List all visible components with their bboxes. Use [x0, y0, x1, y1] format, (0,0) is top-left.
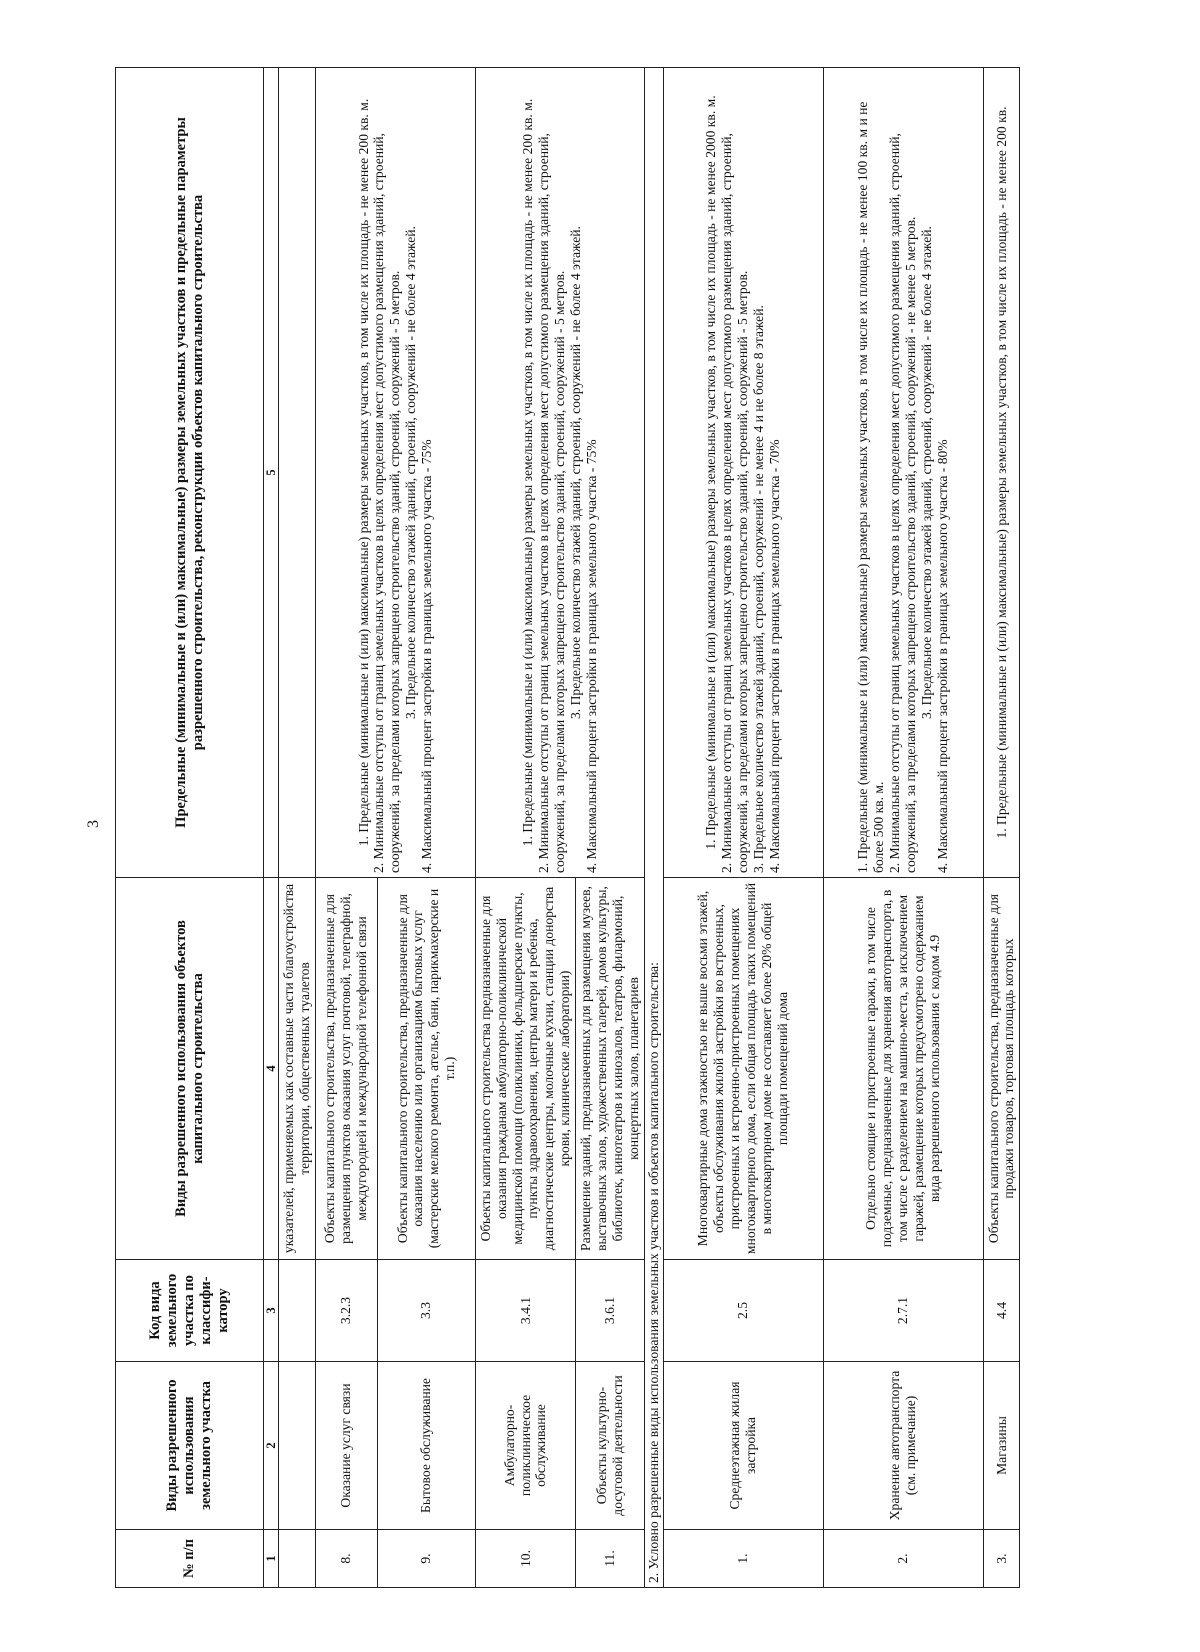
classifier-code: 3.3 — [377, 1260, 475, 1362]
land-use-name: Бытовое обслуживание — [377, 1362, 475, 1530]
param-line: 1. Предельные (минимальные и (или) максимальные) размеры земельных участков, в том числе их площадь - не менее 200 кв. м. — [355, 98, 371, 847]
land-use-name: Амбулаторно-поликлиническое обслуживание — [475, 1362, 575, 1530]
row-number: 9. — [377, 1530, 475, 1588]
params-cell — [663, 68, 823, 878]
classifier-code: 2.5 — [663, 1260, 823, 1362]
classifier-code: 3.6.1 — [576, 1260, 645, 1362]
param-line: 4. Максимальный процент застройки в границах земельного участка - 75% — [583, 439, 599, 873]
param-line: 4. Максимальный процент застройки в границах земельного участка - 70% — [766, 439, 782, 873]
param-line: 2. Минимальные отступы от границ земельных участков в целях определения мест допустимого размещения зданий, строений, сооружений, за пределами которых запрещено строительство зданий, строений, сооружений - 5 метров. — [371, 133, 403, 873]
column-number: 3 — [264, 1260, 279, 1362]
param-line: 2. Минимальные отступы от границ земельных участков в целях определения мест допустимого размещения зданий, строений, сооружений, за пределами которых запрещено строительство зданий, строений, сооружений - 5 метров. — [719, 133, 751, 873]
section-header-row — [644, 68, 663, 1588]
param-line: 1. Предельные (минимальные и (или) максимальные) размеры земельных участков, в том числе их площадь - не менее 200 кв. м. — [520, 98, 535, 847]
params-cell — [475, 68, 644, 878]
objects-cell: Многоквартирные дома этажностью не выше восьми этажей, объекты обслуживания жилой застройки во встроенных, пристроенных и встроенно-пристроенных помещениях многоквартирного дома, если общая площадь таких помещений в многоквартирном доме не составляет более 20% общей площади помещений дома — [663, 878, 823, 1260]
param-line: 1. Предельные (минимальные и (или) максимальные) размеры земельных участков, в том числе их площадь - не менее 2000 кв. м. — [703, 95, 719, 850]
param-line: 1. Предельные (минимальные и (или) максимальные) размеры земельных участков, в том числе их площадь - не менее 100 кв. м и не более 500 кв. м. — [855, 101, 887, 873]
header-construction-use-type: Виды разрешенного использования объектов капитального строительства — [116, 878, 264, 1260]
param-line: 1. Предельные (минимальные и (или) максимальные) размеры земельных участков, в том числе их площадь - не менее 200 кв. — [993, 106, 1009, 839]
objects-cell: Объекты капитального строительства, предназначенные для размещения пунктов оказания услуг почтовой, телеграфной, междугородней и международной телефонной связи — [315, 878, 377, 1260]
table-row — [475, 68, 575, 1588]
table-row — [663, 68, 823, 1588]
objects-cell: Отдельно стоящие и пристроенные гаражи, в том числе подземные, предназначенные для хранения автотранспорта, в том числе с разделением на машино-места, за исключением гаражей, размещение которых предусмотрено содержанием вида разрешенного использования с кодом 4.9 — [823, 878, 983, 1260]
param-line: 4. Максимальный процент застройки в границах земельного участка - 80% — [934, 439, 950, 873]
classifier-code: 3.2.3 — [315, 1260, 377, 1362]
param-line: 3. Предельное количество этажей зданий, строений, сооружений - не более 4 этажей. — [567, 226, 583, 719]
table-row — [983, 68, 1020, 1588]
land-use-name: Магазины — [983, 1362, 1020, 1530]
land-use-name: Хранение автотранспорта (см. примечание) — [823, 1362, 983, 1530]
row-number: 3. — [983, 1530, 1020, 1588]
column-number: 1 — [264, 1530, 279, 1588]
land-use-table — [115, 67, 1020, 1588]
objects-cell: Объекты капитального строительства предназначенные для оказания гражданам амбулаторно-поликлинической медицинской помощи (поликлиники, фельдшерские пункты, пункты здравоохранения, центры матери и ребенка, диагностические центры, молочные кухни, станции донорства крови, клинические лаборатории) — [475, 878, 575, 1260]
param-line: 3. Предельное количество этажей зданий, строений, сооружений - не более 4 этажей. — [403, 226, 419, 719]
rotated-document-table — [115, 68, 1065, 1588]
params-cell — [823, 68, 983, 878]
objects-cell: Объекты капитального строительства, предназначенные для оказания населению или организациям бытовых услуг (мастерские мелкого ремонта, ателье, бани, парикмахерские и т.п.) — [377, 878, 475, 1260]
objects-cell: Объекты капитального строительства, предназначенные для продажи товаров, торговая площадь которых — [983, 878, 1020, 1260]
params-cell — [315, 68, 475, 878]
objects-cell: Размещение зданий, предназначенных для размещения музеев, выставочных залов, художественных галерей, домов культуры, библиотек, кинотеатров и кинозалов, театров, филармоний, концертных залов, планетариев — [576, 878, 645, 1260]
column-number: 4 — [264, 878, 279, 1260]
table-row — [823, 68, 983, 1588]
param-line: 3. Предельное количество этажей зданий, строений, сооружений - не менее 4 и не более 8 этажей. — [751, 305, 767, 873]
table-row — [315, 68, 377, 1588]
params-cell — [983, 68, 1020, 878]
header-number: № п/п — [116, 1530, 264, 1588]
classifier-code: 4.4 — [983, 1260, 1020, 1362]
column-number: 2 — [264, 1362, 279, 1530]
param-line: 2. Минимальные отступы от границ земельных участков в целях определения мест допустимого размещения зданий, строений, сооружений, за пределами которых запрещено строительство зданий, строений, сооружений - 5 метров. — [535, 133, 567, 873]
classifier-code: 3.4.1 — [475, 1260, 575, 1362]
param-line: 4. Максимальный процент застройки в границах земельного участка - 75% — [419, 439, 435, 873]
section-title: 2. Условно разрешенные виды использования земельных участков и объектов капитального строительства: — [644, 68, 663, 1588]
page-number: 3 — [85, 820, 102, 828]
header-limit-parameters: Предельные (минимальные и (или) максимальные) размеры земельных участков и предельные параметры разрешенного строительства, реконструкции объектов капитального строительства — [116, 68, 264, 878]
land-use-name: Среднеэтажная жилая застройка — [663, 1362, 823, 1530]
land-use-name: Объекты культурно-досуговой деятельности — [576, 1362, 645, 1530]
classifier-code: 2.7.1 — [823, 1260, 983, 1362]
row-number: 10. — [475, 1530, 575, 1588]
row-number: 1. — [663, 1530, 823, 1588]
row-number: 11. — [576, 1530, 645, 1588]
header-land-use-type: Виды разрешенного использования земельного участка — [116, 1362, 264, 1530]
row-number: 2. — [823, 1530, 983, 1588]
table-row-continuation — [279, 68, 316, 1588]
row-number: 8. — [315, 1530, 377, 1588]
objects-cell: указателей, применяемых как составные части благоустройства территории, общественных туалетов — [279, 878, 316, 1260]
param-line: 2. Минимальные отступы от границ земельных участков в целях определения мест допустимого размещения зданий, строений, сооружений, за пределами которых запрещено строительство зданий, строений, сооружений - не менее 5 метров. — [887, 133, 919, 873]
header-classifier-code: Код вида земельного участка по классифи-катору — [116, 1260, 264, 1362]
param-line: 3. Предельное количество этажей зданий, строений, сооружений - не более 4 этажей. — [918, 226, 934, 719]
land-use-name: Оказание услуг связи — [315, 1362, 377, 1530]
column-number: 5 — [264, 68, 279, 878]
